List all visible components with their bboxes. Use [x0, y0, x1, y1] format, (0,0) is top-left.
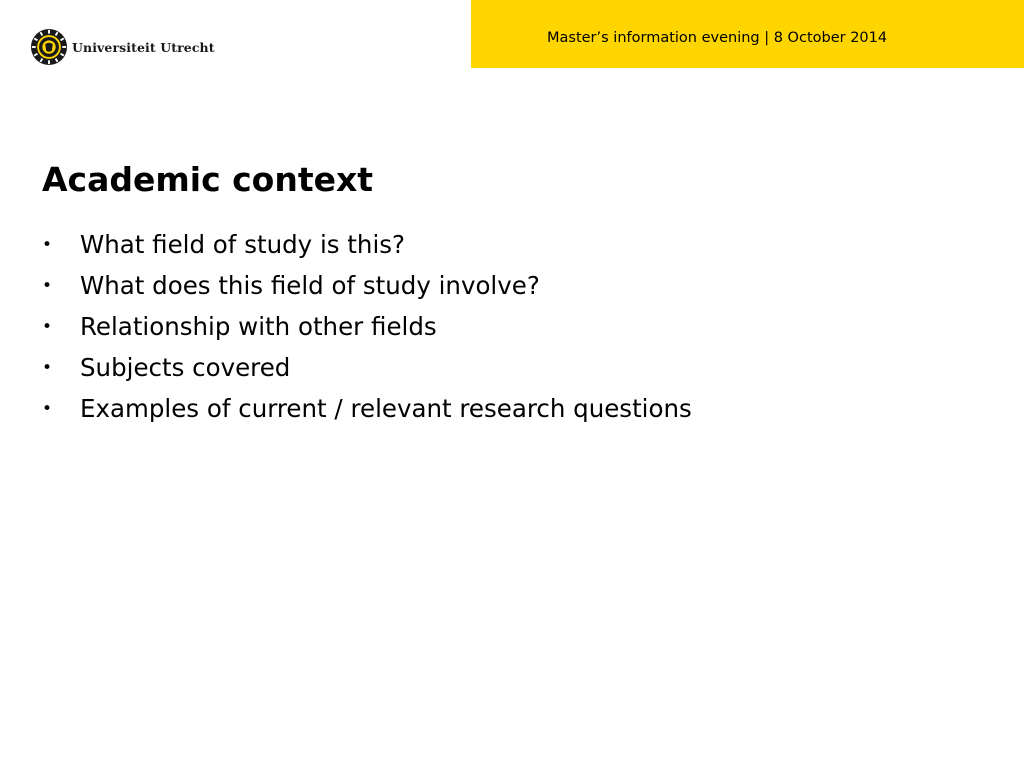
logo-text: Universiteit Utrecht: [72, 39, 215, 55]
bullet-text: What field of study is this?: [80, 230, 406, 259]
university-logo: [30, 27, 215, 67]
university-seal-icon: [30, 28, 68, 66]
bullet-text: What does this field of study involve?: [80, 271, 540, 300]
bullet-dot-icon: •: [42, 358, 53, 378]
bullet-item: [42, 230, 692, 271]
bullet-dot-icon: •: [42, 317, 53, 337]
bullet-text: Subjects covered: [80, 353, 291, 382]
bullet-dot-icon: •: [42, 276, 53, 296]
bullet-item: [42, 353, 692, 394]
bullet-item: [42, 312, 692, 353]
bullet-list: [42, 230, 692, 435]
bullet-item: [42, 394, 692, 435]
event-label: Master’s information evening | 8 October 2014: [547, 30, 888, 46]
slide-title: Academic context: [42, 160, 374, 199]
bullet-item: [42, 271, 692, 312]
bullet-dot-icon: •: [42, 235, 53, 255]
bullet-text: Relationship with other fields: [80, 312, 437, 341]
bullet-text: Examples of current / relevant research questions: [80, 394, 692, 423]
bullet-dot-icon: •: [42, 399, 53, 419]
